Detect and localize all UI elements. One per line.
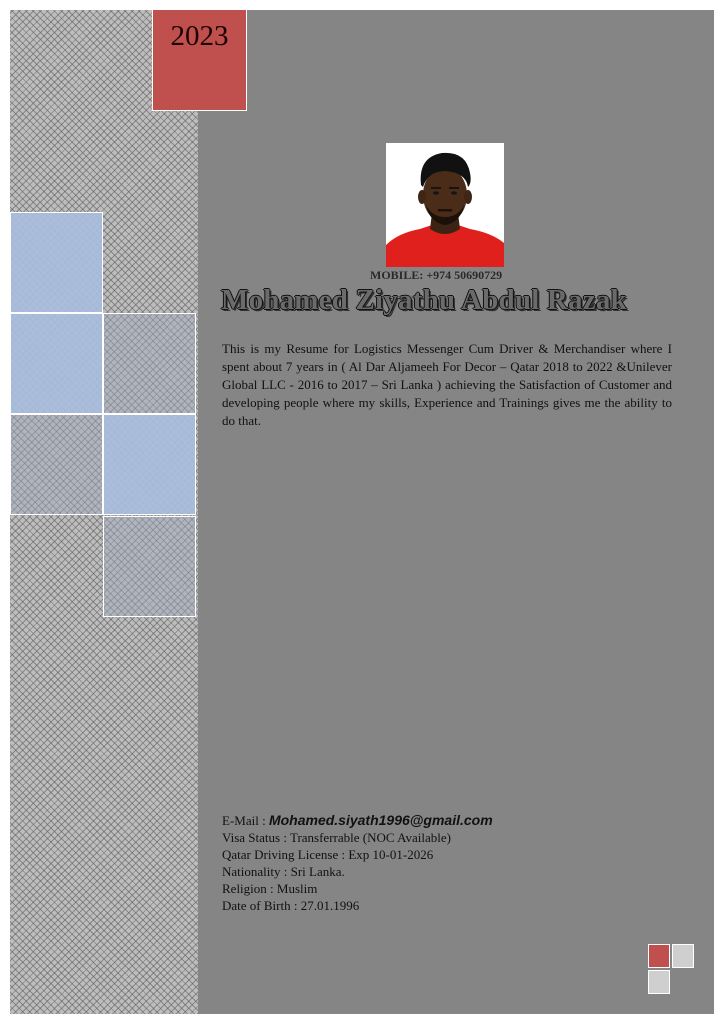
year-text: 2023 [170,20,229,52]
email-label: E-Mail : [222,813,269,828]
portrait-photo-icon [386,143,504,267]
decor-square [648,970,670,994]
driving-license: Qatar Driving License : Exp 10-01-2026 [222,847,434,862]
decor-tile [10,414,103,515]
summary-paragraph: This is my Resume for Logistics Messenger Cum Driver & Merchandiser where I spent about 7 years in ( Al Dar Aljameeh For Decor – Qatar 2018 to 2022 &Unilever Global LLC - 2016 to 2017 – Sri Lanka ) achieving the Satisfaction of Customer and developing people where my skills, Experience and Trainings gives me the ability to do that. [222,341,672,428]
decor-square [648,944,670,968]
email-row [222,812,493,829]
decor-tile [10,313,103,414]
religion: Religion : Muslim [222,881,318,896]
decor-tile [103,313,196,414]
nationality: Nationality : Sri Lanka. [222,864,345,879]
decor-tile [103,516,196,617]
email-link[interactable]: Mohamed.siyath1996@gmail.com [268,812,493,828]
visa-status: Visa Status : Transferrable (NOC Available) [222,830,451,845]
decor-tile [10,212,103,313]
personal-details [222,812,493,914]
decor-tile [103,414,196,515]
decor-square [672,944,694,968]
profile-photo [386,143,504,267]
date-of-birth: Date of Birth : 27.01.1996 [222,898,360,913]
year-badge [152,10,247,111]
candidate-name: Mohamed Ziyathu Abdul Razak [221,284,627,316]
mobile-number: MOBILE: +974 50690729 [370,268,503,282]
